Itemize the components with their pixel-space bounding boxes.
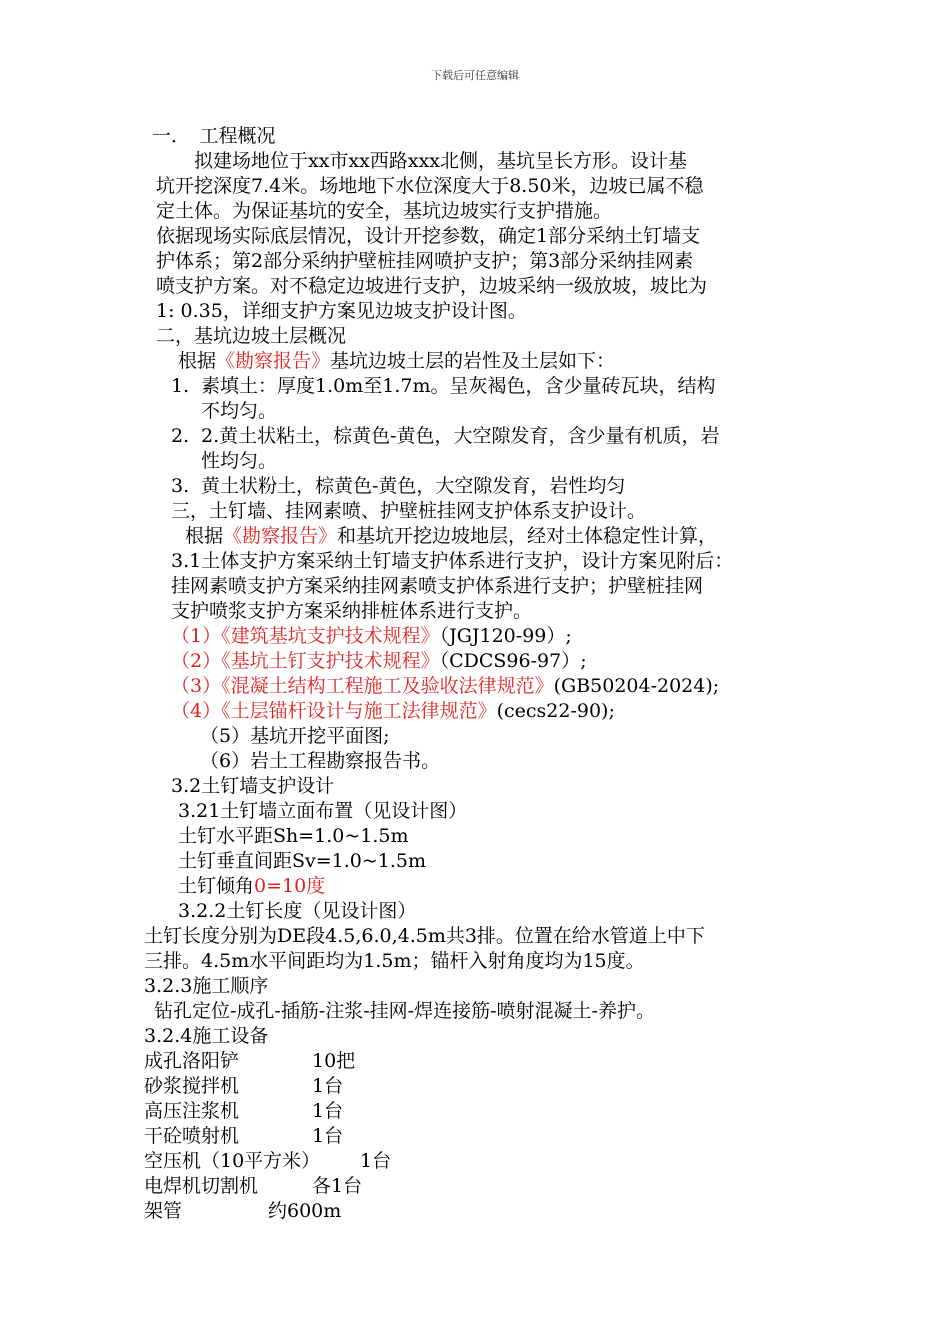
soil-item-3-line-1: 黄土状粉土，棕黄色-黄色，大空隙发育，岩性均匀	[201, 475, 626, 497]
soil-item-2-number: 2.	[171, 425, 190, 447]
equipment-2-qty: 1台	[312, 1075, 344, 1097]
section-3-title: 三，土钉墙、挂网素喷、护壁桩挂网支护体系支护设计。	[171, 500, 647, 522]
nail-angle	[178, 874, 325, 898]
reference-4-title: （4）《土层锚杆设计与施工法律规范》	[171, 700, 497, 722]
equipment-1-name: 成孔洛阳铲	[144, 1050, 240, 1072]
section-3-21-title: 3.21土钉墙立面布置（见设计图）	[178, 800, 468, 822]
equipment-4-qty: 1台	[312, 1125, 344, 1147]
section-3-2-title: 3.2土钉墙支护设计	[171, 775, 335, 797]
equipment-6-qty: 各1台	[312, 1175, 363, 1197]
equipment-4-name: 干砼喷射机	[144, 1125, 240, 1147]
section-2-intro-pre: 根据	[178, 350, 217, 372]
section-3-line-1: 3.1土体支护方案采纳土钉墙支护体系进行支护，设计方案见附后：	[171, 550, 734, 572]
equipment-3-qty: 1台	[312, 1100, 344, 1122]
section-3-intro-post: 和基坑开挖边坡地层，经对土体稳定性计算，	[337, 525, 718, 547]
section-3-2-4-title: 3.2.4施工设备	[144, 1025, 269, 1047]
reference-4	[171, 699, 615, 723]
equipment-2-name: 砂浆搅拌机	[144, 1075, 240, 1097]
section-3-line-2: 挂网素喷支护方案采纳挂网素喷支护体系进行支护；护壁桩挂网	[171, 575, 704, 597]
nail-horizontal-spacing: 土钉水平距Sh=1.0~1.5m	[178, 825, 409, 847]
section-3-2-2-title: 3.2.2土钉长度（见设计图）	[178, 900, 417, 922]
section-2-intro	[178, 349, 615, 373]
section-1-para-2-line-1: 依据现场实际底层情况，设计开挖参数，确定1部分采纳土钉墙支	[156, 225, 701, 247]
reference-3-title: （3）《混凝土结构工程施工及验收法律规范》	[171, 675, 554, 697]
page-header: 下载后可任意编辑	[431, 69, 519, 82]
section-1-para-1-line-2: 坑开挖深度7.4米。场地地下水位深度大于8.50米，边坡已属不稳	[156, 175, 704, 197]
nail-length-line-2: 三排。4.5m水平间距均为1.5m；锚杆入射角度均为15度。	[144, 950, 645, 972]
reference-4-code: (cecs22-90);	[496, 700, 615, 722]
reference-2-code: （CDCS96-97）;	[439, 650, 587, 672]
equipment-3-name: 高压注浆机	[144, 1100, 240, 1122]
reference-1-title: （1）《建筑基坑支护技术规程》	[171, 625, 440, 647]
equipment-5-name: 空压机（10平方米）	[144, 1150, 321, 1172]
nail-length-line-1: 土钉长度分别为DE段4.5,6.0,4.5m共3排。位置在给水管道上中下	[144, 925, 705, 947]
reference-2-title: （2）《基坑土钉支护技术规程》	[171, 650, 440, 672]
section-1-para-2-line-3: 喷支护方案。对不稳定边坡进行支护，边坡采纳一级放坡，坡比为	[156, 275, 708, 297]
construction-sequence: 钻孔定位-成孔-插筋-注浆-挂网-焊连接筋-喷射混凝土-养护。	[154, 1000, 655, 1022]
reference-5: （5）基坑开挖平面图;	[200, 725, 390, 747]
equipment-7-name: 架管	[144, 1200, 183, 1222]
soil-item-2-line-1: 2.黄土状粘土，棕黄色-黄色，大空隙发育，含少量有机质，岩	[201, 425, 720, 447]
nail-vertical-spacing: 土钉垂直间距Sv=1.0~1.5m	[178, 850, 427, 872]
reference-1	[171, 624, 572, 648]
section-3-2-3-title: 3.2.3施工顺序	[144, 975, 269, 997]
nail-angle-label: 土钉倾角	[178, 875, 255, 897]
equipment-1-qty: 10把	[312, 1050, 356, 1072]
equipment-6-name: 电焊机切割机	[144, 1175, 259, 1197]
nail-angle-value: 0=10度	[254, 875, 326, 897]
section-3-line-3: 支护喷浆支护方案采纳排桩体系进行支护。	[171, 600, 533, 622]
section-3-intro	[185, 524, 717, 548]
soil-item-1-line-1: 素填土：厚度1.0m至1.7m。呈灰褐色，含少量砖瓦块，结构	[201, 375, 716, 397]
section-1-para-2-line-4: 1: 0.35，详细支护方案见边坡支护设计图。	[156, 300, 527, 322]
reference-2	[171, 649, 587, 673]
soil-item-1-number: 1.	[171, 375, 190, 397]
section-3-intro-report: 《勘察报告》	[223, 525, 338, 547]
reference-3-code: (GB50204-2024);	[553, 675, 720, 697]
section-1-para-2-line-2: 护体系；第2部分采纳护壁桩挂网喷护支护；第3部分采纳挂网素	[156, 250, 694, 272]
reference-6: （6）岩土工程勘察报告书。	[200, 750, 441, 772]
section-1-para-1-line-1: 拟建场地位于xx市xx西路xxx北侧，基坑呈长方形。设计基	[156, 150, 688, 172]
equipment-5-qty: 1台	[360, 1150, 392, 1172]
section-1-para-1-line-3: 定土体。为保证基坑的安全，基坑边坡实行支护措施。	[156, 200, 613, 222]
reference-1-code: （JGJ120-99）;	[439, 625, 572, 647]
soil-item-2-line-2: 性均匀。	[201, 450, 278, 472]
section-3-intro-pre: 根据	[185, 525, 224, 547]
reference-3	[171, 674, 719, 698]
section-2-intro-report: 《勘察报告》	[216, 350, 331, 372]
soil-item-3-number: 3.	[171, 475, 190, 497]
section-1-title: 一． 工程概况	[152, 125, 276, 147]
section-2-intro-post: 基坑边坡土层的岩性及土层如下：	[330, 350, 616, 372]
section-2-title: 二，基坑边坡土层概况	[156, 325, 347, 347]
equipment-7-qty: 约600m	[268, 1200, 342, 1222]
soil-item-1-line-2: 不均匀。	[201, 400, 278, 422]
